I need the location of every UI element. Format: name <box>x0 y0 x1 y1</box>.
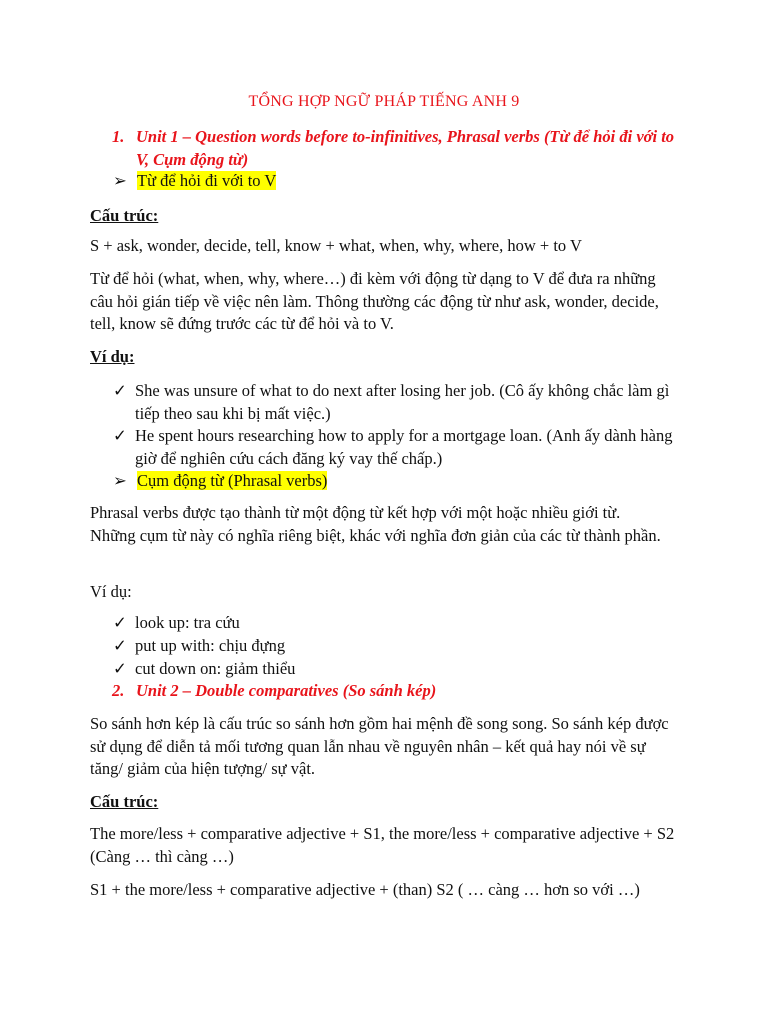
unit1-example-item <box>113 380 683 425</box>
phrasal-example-item <box>113 612 683 635</box>
unit2-heading <box>112 680 677 703</box>
unit2-structure2: S1 + the more/less + comparative adjective + (than) S2 ( … càng … hơn so với …) <box>90 880 640 899</box>
unit1-example-label: Ví dụ: <box>90 347 135 366</box>
unit1-example-text: He spent hours researching how to apply for a mortgage loan. (Anh ấy dành hàng giờ để nghiên cứu cách đăng ký vay thế chấp.) <box>135 426 673 468</box>
check-bullet-icon: ✓ <box>113 636 127 655</box>
phrasal-explanation: Phrasal verbs được tạo thành từ một động từ kết hợp với một hoặc nhiều giới từ. Những cụm từ này có nghĩa riêng biệt, khác với nghĩa đơn giản của các từ thành phần. <box>90 503 661 545</box>
unit2-structure-label: Cấu trúc: <box>90 792 159 811</box>
unit2-number: 2. <box>112 681 125 700</box>
unit1-sub2-text: Cụm động từ (Phrasal verbs) <box>137 471 328 490</box>
unit1-sub1-text: Từ để hỏi đi với to V <box>137 171 277 190</box>
phrasal-example-item <box>113 635 683 658</box>
unit2-structure1: The more/less + comparative adjective + S1, the more/less + comparative adjective + S2 (Càng … thì càng …) <box>90 824 675 866</box>
unit1-sub2 <box>113 470 327 493</box>
phrasal-example-item <box>113 658 683 681</box>
unit1-example-item <box>113 425 683 470</box>
unit2-heading-text: Unit 2 – Double comparatives (So sánh kép) <box>136 681 437 700</box>
unit1-heading-text: Unit 1 – Question words before to-infinitives, Phrasal verbs (Từ để hỏi đi với to V, Cụm động từ) <box>136 127 675 169</box>
phrasal-example-text: cut down on: giảm thiểu <box>135 659 296 678</box>
unit1-sub1 <box>113 170 276 193</box>
phrasal-example-text: look up: tra cứu <box>135 613 240 632</box>
check-bullet-icon: ✓ <box>113 659 127 678</box>
check-bullet-icon: ✓ <box>113 426 127 445</box>
check-bullet-icon: ✓ <box>113 381 127 400</box>
phrasal-example-label: Ví dụ: <box>90 582 132 601</box>
unit2-explanation: So sánh hơn kép là cấu trúc so sánh hơn gồm hai mệnh đề song song. So sánh kép được sử dụng để diễn tả mối tương quan lẫn nhau về nguyên nhân – kết quả hay nói về sự tăng/ giảm của hiện tượng/ sự vật. <box>90 714 669 778</box>
phrasal-example-text: put up with: chịu đựng <box>135 636 286 655</box>
unit1-number: 1. <box>112 127 125 146</box>
unit1-example-text: She was unsure of what to do next after losing her job. (Cô ấy không chắc làm gì tiếp theo sau khi bị mất việc.) <box>135 381 670 423</box>
unit1-explanation: Từ để hỏi (what, when, why, where…) đi kèm với động từ dạng to V để đưa ra những câu hỏi gián tiếp về việc nên làm. Thông thường các động từ như ask, wonder, decide, tell, know sẽ đứng trước các từ để hỏi và to V. <box>90 269 659 333</box>
check-bullet-icon: ✓ <box>113 613 127 632</box>
arrow-bullet-icon: ➢ <box>113 171 127 190</box>
document-title: TỔNG HỢP NGỮ PHÁP TIẾNG ANH 9 <box>248 93 520 110</box>
unit1-structure: S + ask, wonder, decide, tell, know + what, when, why, where, how + to V <box>90 236 582 255</box>
unit1-structure-label: Cấu trúc: <box>90 206 159 225</box>
arrow-bullet-icon: ➢ <box>113 471 127 490</box>
unit1-heading <box>112 126 677 171</box>
